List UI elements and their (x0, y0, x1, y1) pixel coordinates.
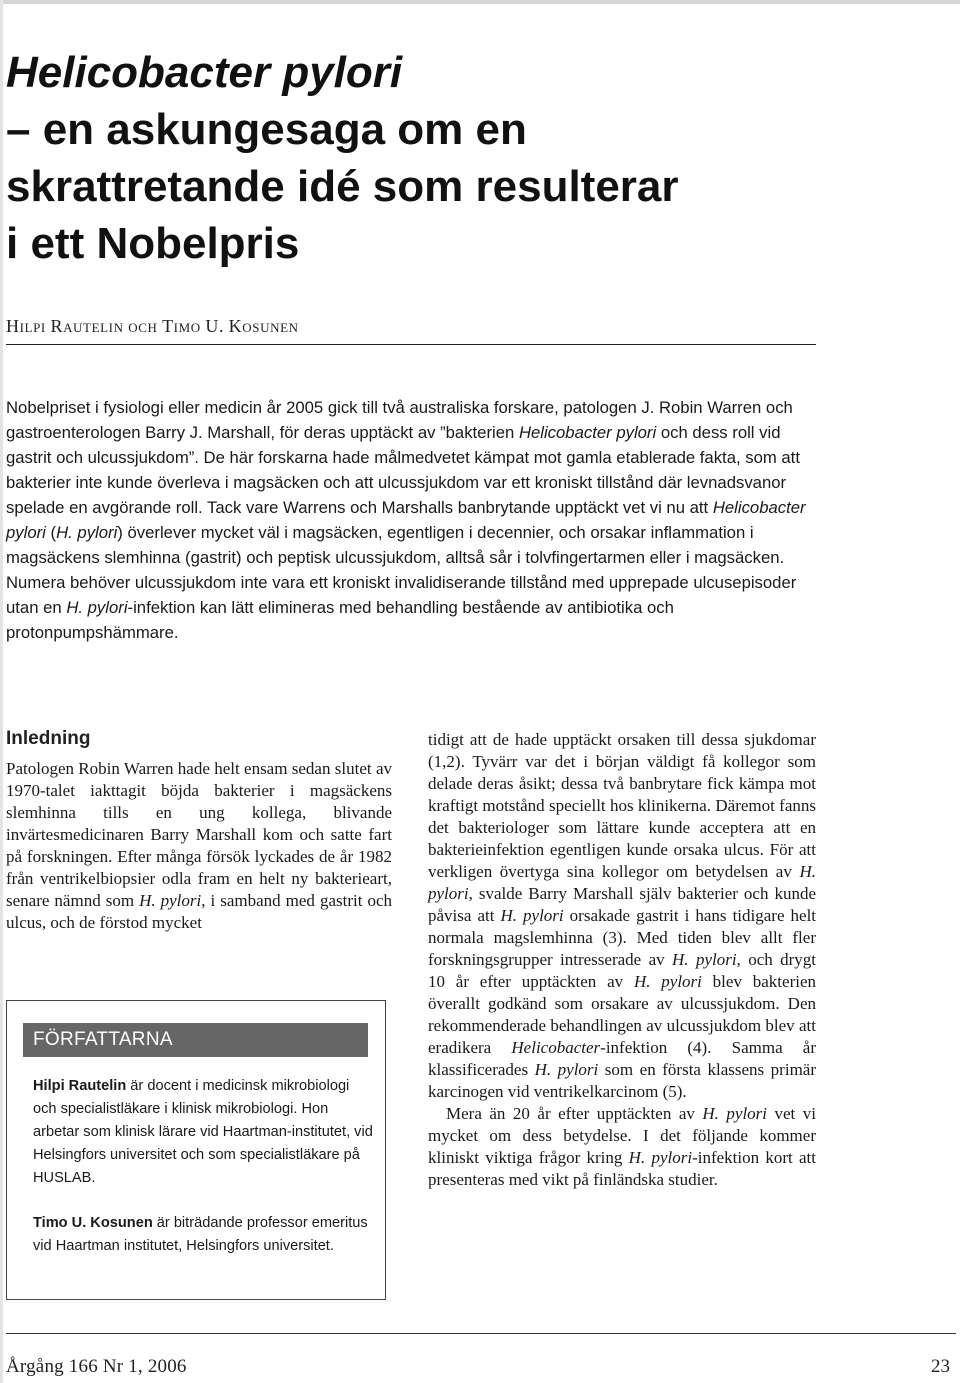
title-line-1: Helicobacter pylori (6, 48, 403, 97)
author-2-last-rest: OSUNEN (242, 320, 299, 335)
author-1-first-rest: ILPI (19, 320, 46, 335)
author-1-initial: H (6, 316, 20, 336)
author-2-last-initial: K (228, 316, 243, 336)
authors-box-header: FÖRFATTARNA (23, 1023, 368, 1057)
title-line-3: skrattretande idé som resulterar (6, 162, 679, 211)
issue-info: Årgång 166 Nr 1, 2006 (6, 1356, 187, 1377)
author-1-last-initial: R (50, 316, 64, 336)
authors-info-box (6, 1000, 386, 1300)
right-paragraph-1: tidigt att de hade upptäckt orsaken till dessa sjukdomar (1,2). Tyvärr var det i början väldigt få kollegor som delade deras åsikt; dessa två banbrytare fick kämpa mot kraftigt motstånd speciellt hos klinikerna. Däremot fanns det bakteriologer som lättare kunde acceptera att en bakterieinfektion egentligen kunde orsaka ulcus. För att verkligen övertyga sina kollegor om betydelsen av H. pylori, svalde Barry Marshall själv bakterier och kunde påvisa att H. pylori orsakade gastrit i hans tidigare helt normala magslemhinna (3). Med tiden blev allt fler forskningsgrupper intresserade av H. pylori, och drygt 10 år efter upptäckten av H. pylori blev bakterien överallt godkänd som orsakare av ulcussjukdom. Den rekommenderade behandlingen av ulcussjukdom blev att eradikera Helicobacter-infektion (4). Samma år klassificerades H. pylori som en första klassens primär karcinogen vid ventrikelkarcinom (5). (428, 730, 817, 1101)
section-heading-inledning: Inledning (6, 728, 91, 749)
byline-rule (6, 344, 816, 345)
author-entry-1: Hilpi Rautelin är docent i medicinsk mikrobiologi och specialistläkare i klinisk mikrobiologi. Hon arbetar som klinisk lärare vid Haartman-institutet, vid Helsingfors universitet och som specialistläkare på HUSLAB. (33, 1078, 373, 1186)
author-entry-2: Timo U. Kosunen är biträdande professor emeritus vid Haartman institutet, Helsingfors universitet. (33, 1215, 368, 1254)
footer-rule (6, 1333, 956, 1334)
page-number: 23 (931, 1356, 950, 1377)
title-line-2: – en askungesaga om en (6, 105, 527, 154)
right-paragraph-2: Mera än 20 år efter upptäckten av H. pylori vet vi mycket om dess betydelse. I det följande kommer kliniskt viktiga frågor kring H. pylori-infektion kort att presenteras med vikt på finländska studier. (428, 1104, 817, 1189)
right-column (428, 729, 816, 1191)
author-1-last-rest: AUTELIN (63, 320, 124, 335)
page-top-edge (0, 0, 960, 4)
author-2-first-rest: IMO (173, 320, 201, 335)
author-conjunction: OCH (128, 320, 158, 335)
left-column (6, 726, 392, 934)
article-title (6, 44, 906, 272)
abstract: Nobelpriset i fysiologi eller medicin år 2005 gick till två australiska forskare, patologen J. Robin Warren och gastroenterologen Barry J. Marshall, för deras upptäckt av ”bakterien Helicobacter pylori och dess roll vid gastrit och ulcussjukdom”. De här forskarna hade målmedvetet kämpat mot gamla etablerade fakta, som att bakterier inte kunde överleva i magsäcken och att ulcussjukdom var ett kroniskt tillstånd där levnadsvanor spelade en avgörande roll. Tack vare Warrens och Marshalls banbrytande upptäckt vet vi nu att Helicobacter pylori (H. pylori) överlever mycket väl i magsäcken, egentligen i decennier, och orsakar inflammation i magsäckens slemhinna (gastrit) och peptisk ulcussjukdom, alltså sår i tolvfingertarmen eller i magsäcken. Numera behöver ulcussjukdom inte vara ett kroniskt invalidiserande tillstånd med upprepade ulcusepisoder utan en H. pylori-infektion kan lätt elimineras med behandling bestående av antibiotika och protonpumpshämmare. (6, 398, 806, 642)
page-left-edge (0, 0, 3, 1383)
title-line-4: i ett Nobelpris (6, 219, 300, 268)
author-2-initial: T (162, 316, 174, 336)
author-byline (6, 316, 299, 337)
inledning-paragraph: Patologen Robin Warren hade helt ensam sedan slutet av 1970-talet iakttagit böjda bakterier i magsäckens slemhinna tills en ung kollega, blivande invärtesmedicinaren Barry Marshall kom och satte fart på forskningen. Efter många försök lyckades de år 1982 från ventrikelbiopsier odla fram en helt ny bakterieart, senare nämnd som H. pylori, i samband med gastrit och ulcus, och de förstod mycket (6, 759, 392, 932)
author-2-middle: U. (205, 316, 225, 336)
